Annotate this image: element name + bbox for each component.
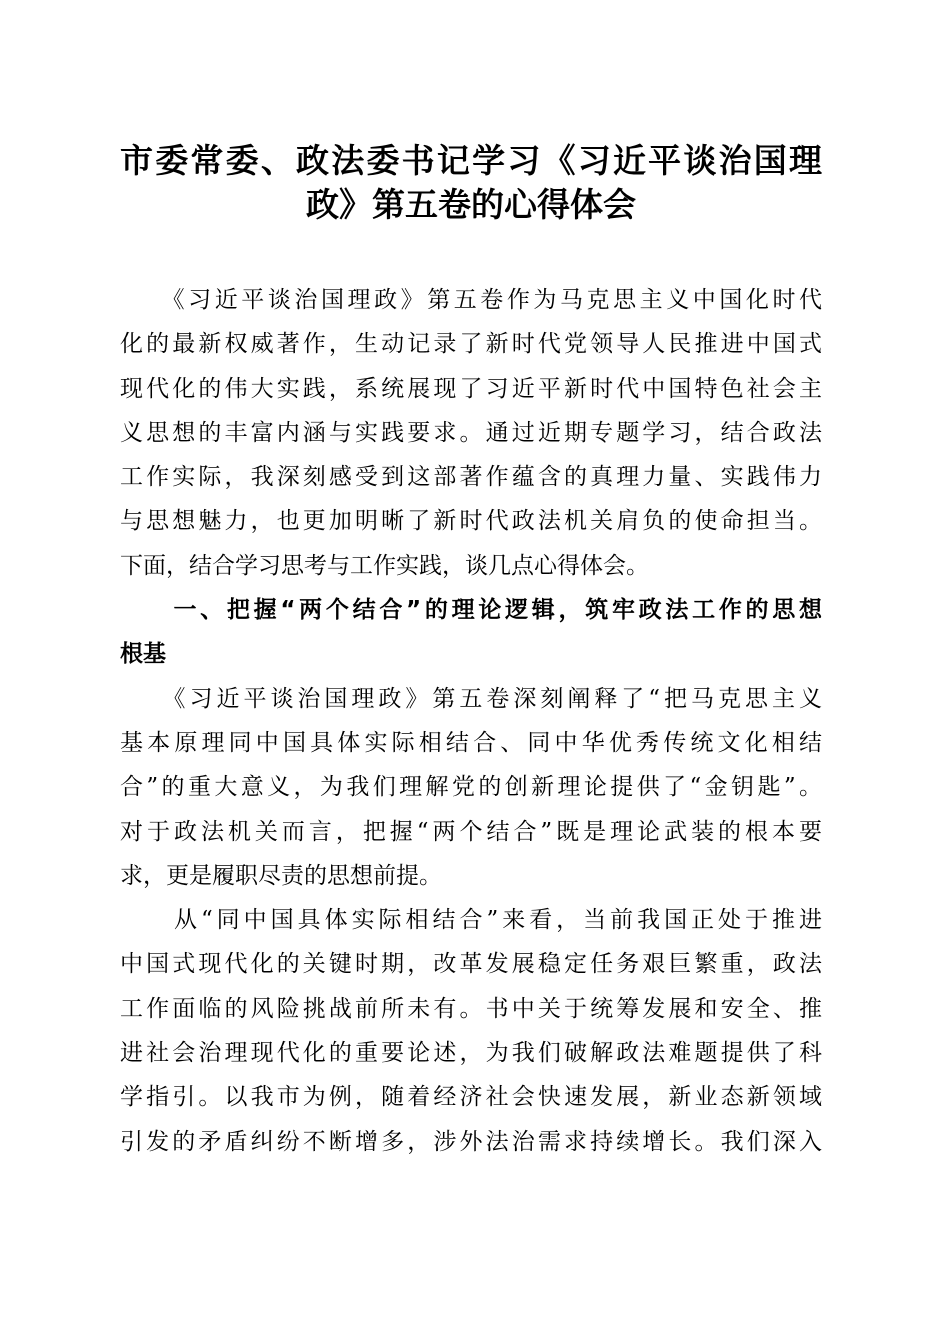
- text-line: 一、把握“两个结合”的理论逻辑，筑牢政法工作的思想: [120, 597, 822, 624]
- text-line: 基本原理同中国具体实际相结合、同中华优秀传统文化相结: [120, 729, 822, 756]
- section-heading: [120, 588, 822, 677]
- paragraph: [120, 278, 822, 588]
- text-line: 根基: [120, 641, 166, 668]
- text-line: 合”的重大意义，为我们理解党的创新理论提供了“金钥匙”。: [120, 774, 822, 801]
- paragraph: [120, 677, 822, 898]
- document-body: [120, 278, 822, 1164]
- title-line-2: 政》第五卷的心得体会: [306, 185, 636, 225]
- text-line: 《习近平谈治国理政》第五卷深刻阐释了“把马克思主义: [120, 685, 822, 712]
- text-line: 从“同中国具体实际相结合”来看，当前我国正处于推进: [120, 907, 822, 934]
- text-line: 下面，结合学习思考与工作实践，谈几点心得体会。: [120, 552, 649, 579]
- text-line: 对于政法机关而言，把握“两个结合”既是理论武装的根本要: [120, 818, 822, 845]
- document-title: [120, 138, 822, 227]
- text-line: 与思想魅力，也更加明晰了新时代政法机关肩负的使命担当。: [120, 508, 822, 535]
- text-line: 义思想的丰富内涵与实践要求。通过近期专题学习，结合政法: [120, 419, 822, 446]
- text-line: 工作实际，我深刻感受到这部著作蕴含的真理力量、实践伟力: [120, 464, 822, 491]
- text-line: 《习近平谈治国理政》第五卷作为马克思主义中国化时代: [120, 287, 822, 313]
- text-line: 学指引。以我市为例，随着经济社会快速发展，新业态新领域: [120, 1084, 822, 1111]
- text-line: 引发的矛盾纠纷不断增多，涉外法治需求持续增长。我们深入: [120, 1128, 822, 1155]
- text-line: 中国式现代化的关键时期，改革发展稳定任务艰巨繁重，政法: [120, 951, 822, 978]
- text-line: 进社会治理现代化的重要论述，为我们破解政法难题提供了科: [120, 1040, 822, 1067]
- title-line-1: 市委常委、政法委书记学习《习近平谈治国理: [120, 141, 822, 180]
- text-line: 现代化的伟大实践，系统展现了习近平新时代中国特色社会主: [120, 375, 822, 402]
- text-line: 求，更是履职尽责的思想前提。: [120, 862, 442, 889]
- text-line: 化的最新权威著作，生动记录了新时代党领导人民推进中国式: [120, 331, 822, 358]
- text-line: 工作面临的风险挑战前所未有。书中关于统筹发展和安全、推: [120, 995, 822, 1022]
- paragraph: [120, 898, 822, 1164]
